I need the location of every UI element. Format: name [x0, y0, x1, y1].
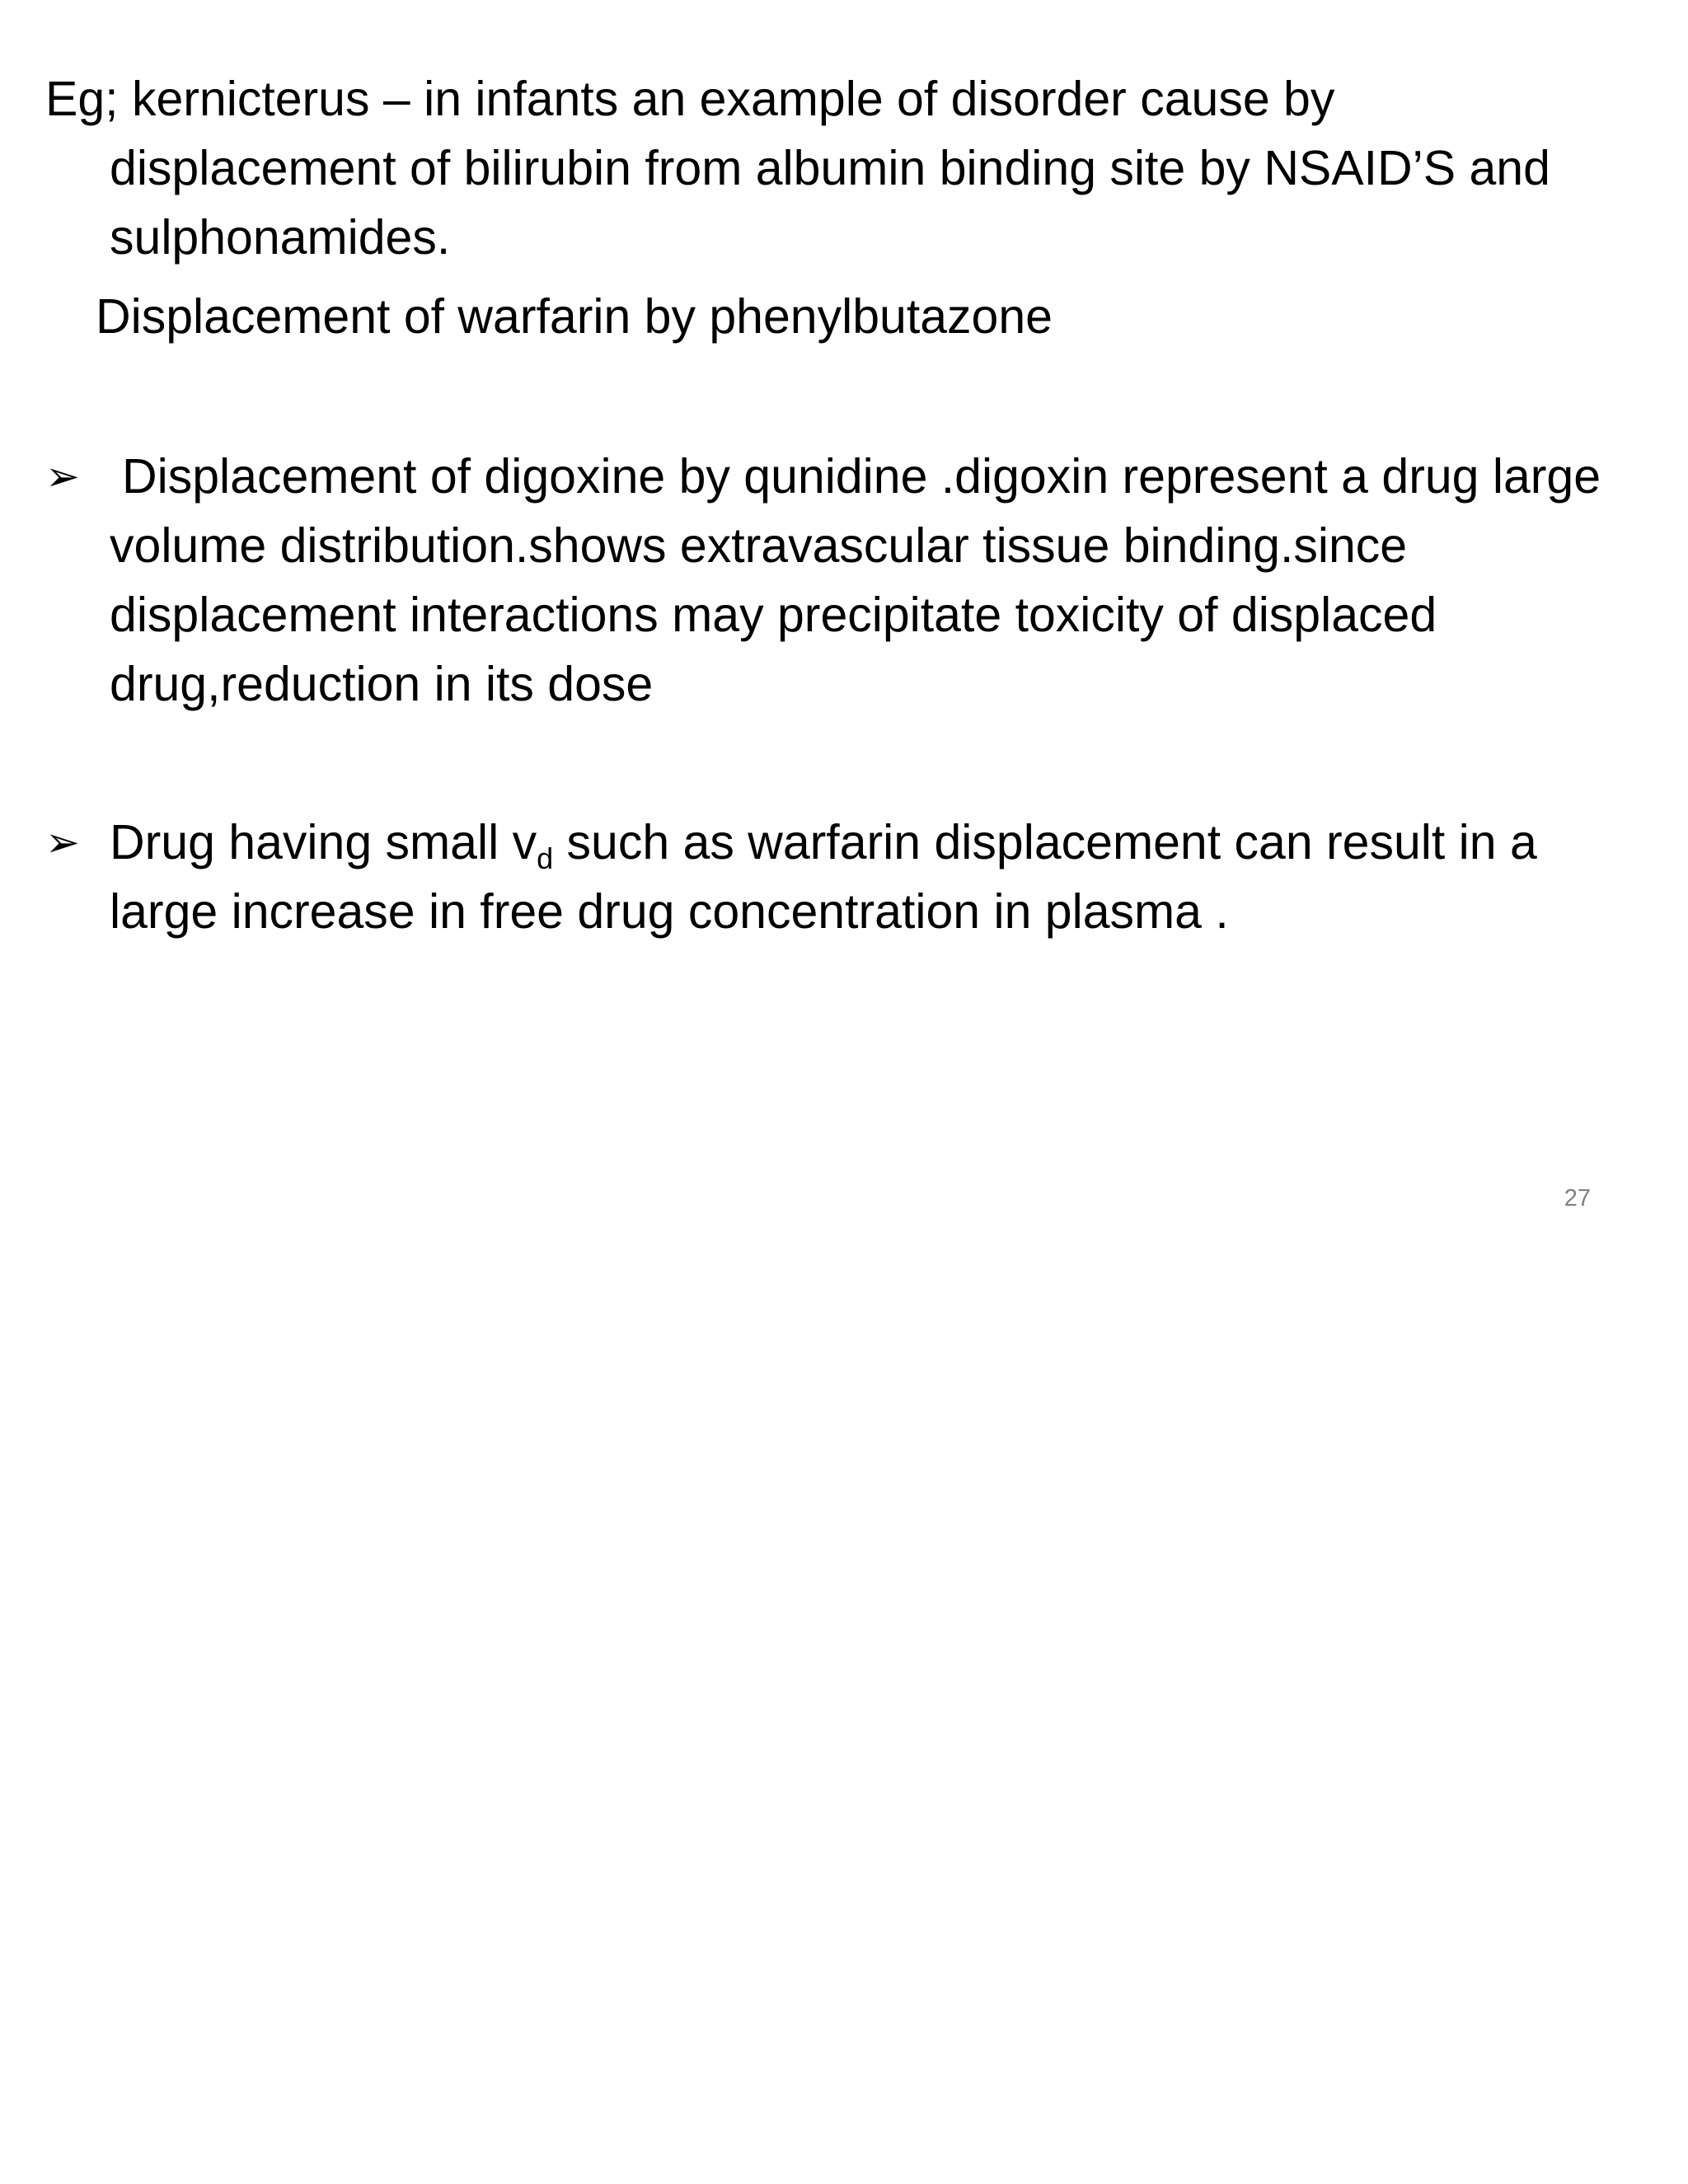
- kernicterus-text: Eg; kernicterus – in infants an example of disorder cause by displacement of bilirubin from albumin binding site by NSAID’S and sulphonamides.: [45, 72, 1550, 265]
- digoxin-bullet-paragraph: [45, 442, 1628, 719]
- digoxin-text: Displacement of digoxine by qunidine .digoxin represent a drug large volume distribution.shows extravascular tissue binding.since displacement interactions may precipitate toxicity of displaced drug,reduction in its dose: [110, 449, 1601, 711]
- arrow-bullet-icon: ➢: [45, 818, 80, 866]
- page-number: 27: [1564, 1185, 1591, 1212]
- small-vd-bullet-paragraph: [45, 808, 1628, 946]
- vd-subscript: d: [537, 841, 554, 875]
- arrow-bullet-icon: ➢: [45, 452, 80, 500]
- kernicterus-paragraph: [45, 64, 1628, 272]
- warfarin-displacement-text: Displacement of warfarin by phenylbutazone: [96, 289, 1053, 344]
- warfarin-displacement-line: [96, 282, 1678, 351]
- small-vd-text-start: Drug having small v: [110, 815, 537, 869]
- small-vd-text-end: such as warfarin displacement can result in a large increase in free drug concentration in plasma .: [110, 815, 1537, 939]
